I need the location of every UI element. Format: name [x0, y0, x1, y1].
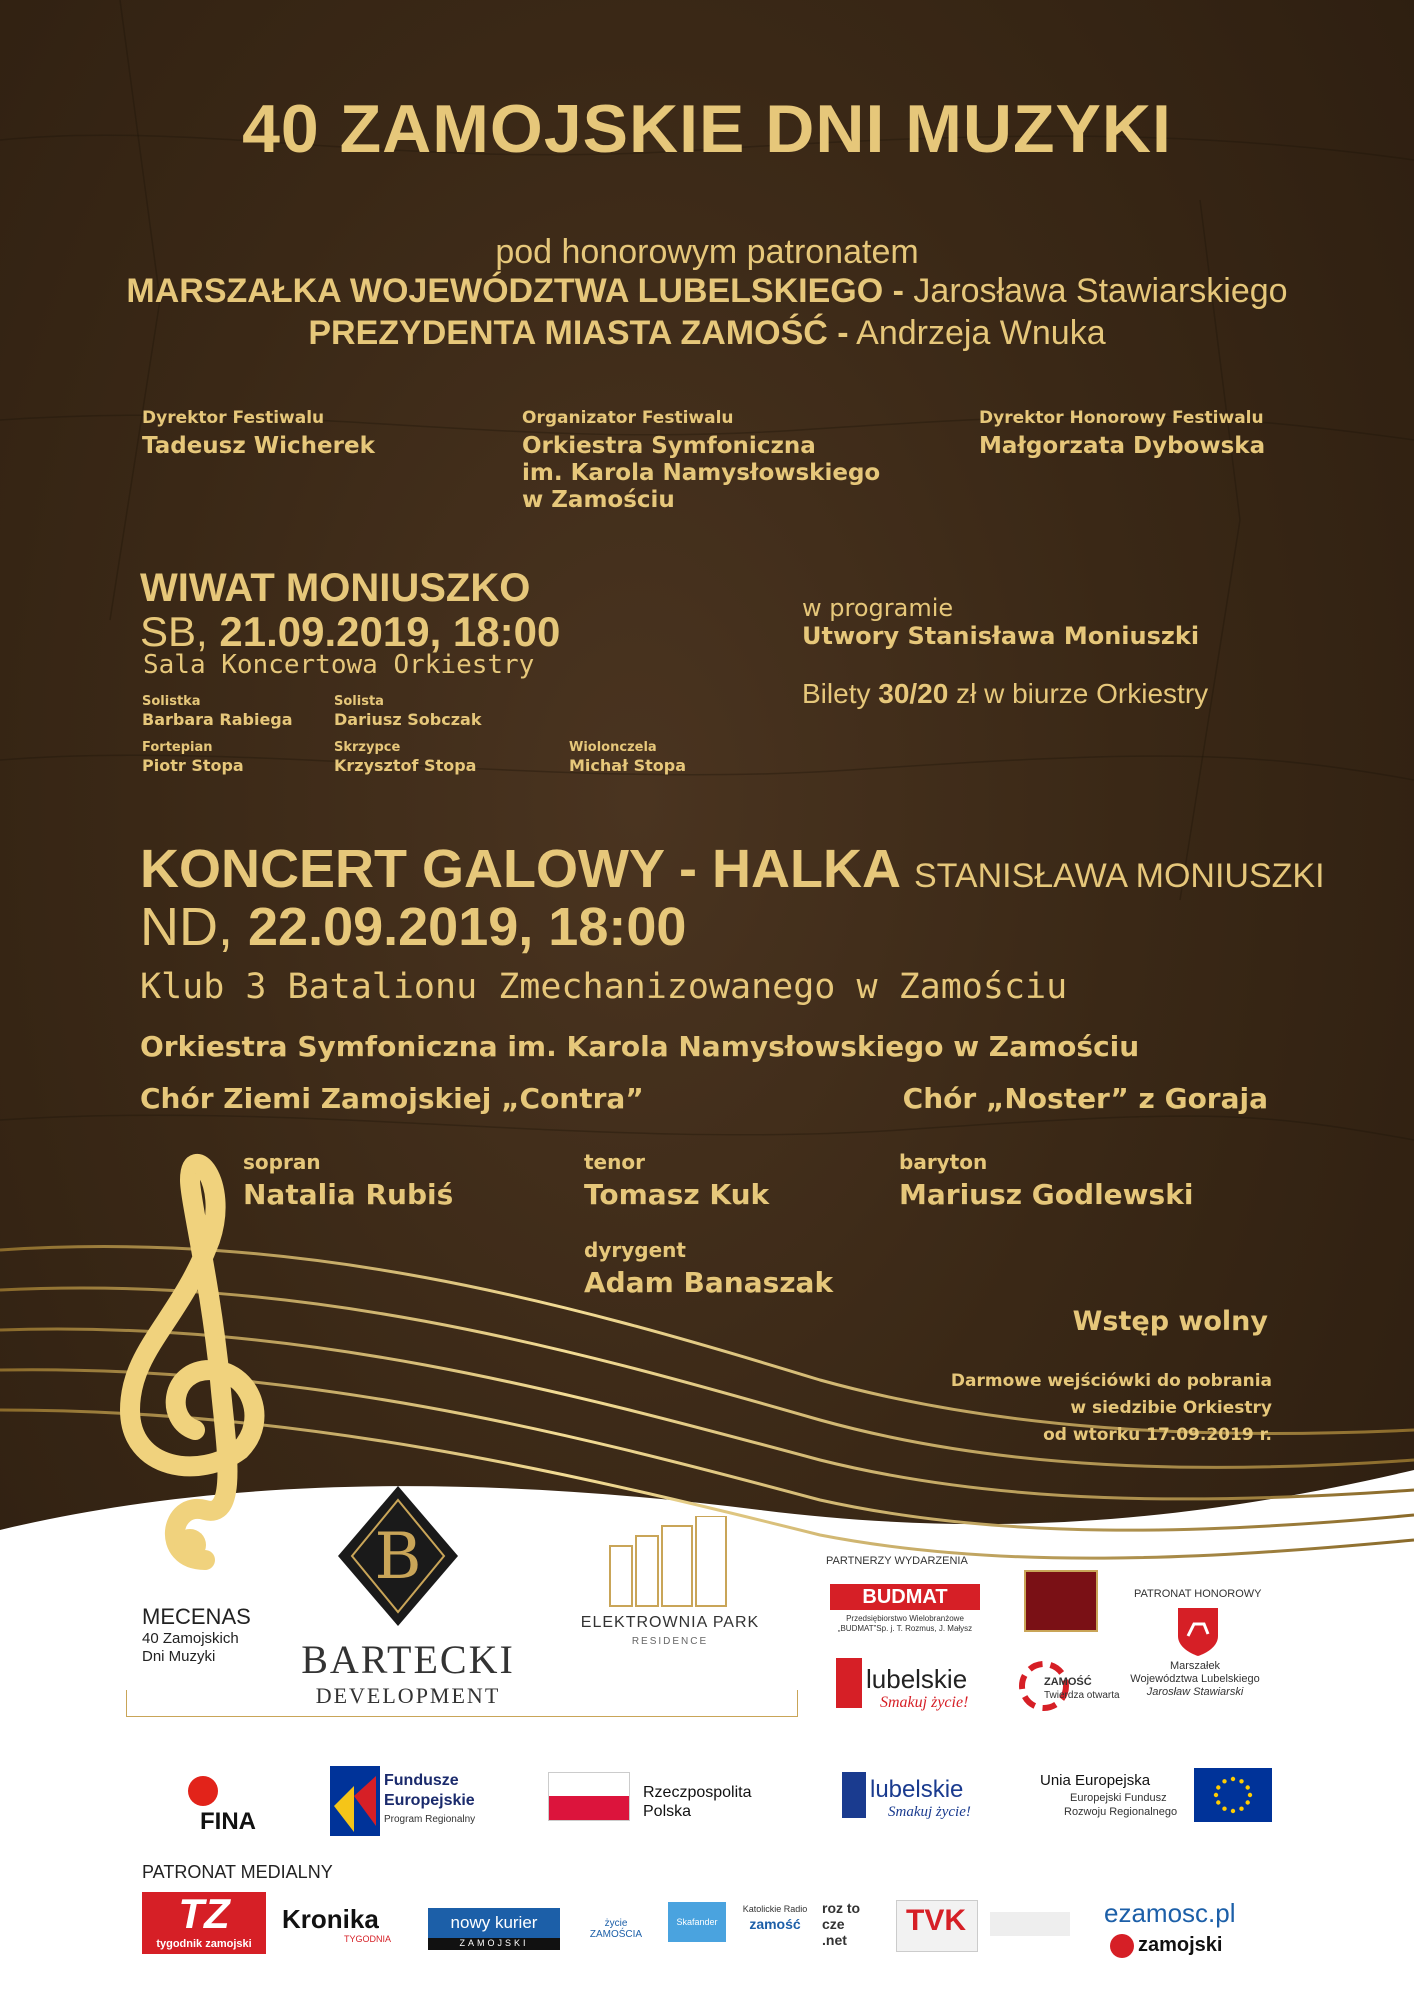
patron-marshal [0, 272, 1414, 311]
kurier-line1: nowy kurier [450, 1913, 538, 1932]
event2-title [140, 838, 1325, 900]
budmat-logo: BUDMAT [830, 1584, 980, 1610]
polish-flag-white [548, 1772, 630, 1797]
bartecki-name: BARTECKI [301, 1637, 515, 1682]
kronika-logo: Kronika [282, 1904, 379, 1934]
free-tickets-line: w siedzibie Orkiestry [1070, 1398, 1272, 1418]
soloist-name: Tomasz Kuk [584, 1178, 770, 1211]
elektrownia-name: ELEKTROWNIA PARK [580, 1614, 760, 1631]
patron-marshal-title: MARSZAŁKA WOJEWÓDZTWA LUBELSKIEGO - [126, 272, 904, 310]
marszalek-line3: Jarosław Stawiarski [1146, 1686, 1244, 1698]
performer-name: Piotr Stopa [142, 756, 244, 775]
ue-line3: Rozwoju Regionalnego [1064, 1806, 1178, 1818]
katolickie-radio: Katolickie Radio [742, 1904, 808, 1914]
performer-role: Wiolonczela [569, 740, 657, 755]
lubelskie-l-icon [836, 1658, 862, 1708]
conductor-name: Adam Banaszak [584, 1266, 834, 1299]
performer-role: Solista [334, 694, 384, 709]
fundusze-europejskie-icon [330, 1766, 380, 1836]
lubelskie2-slogan: Smakuj życie! [888, 1804, 971, 1820]
ezamosc-logo: ezamosc.pl [1104, 1898, 1236, 1928]
zamosc-slogan: Twierdza otwarta [1044, 1690, 1120, 1701]
free-entry: Wstęp wolny [1072, 1306, 1268, 1337]
choir-noster: Chór „Noster” z Goraja [902, 1082, 1268, 1115]
festival-title: 40 ZAMOJSKIE DNI MUZYKI [242, 91, 1172, 167]
fe-line3: Program Regionalny [384, 1814, 476, 1825]
tickets-info [802, 678, 1208, 710]
tvk-logo: TVK [906, 1904, 966, 1937]
director-label: Dyrektor Festiwalu [142, 408, 325, 428]
patron-president [0, 314, 1414, 353]
performer-name: Michał Stopa [569, 756, 686, 775]
orchestra-logo-icon [1024, 1570, 1098, 1632]
fe-line2: Europejskie [384, 1792, 475, 1809]
kurier-line2: ZAMOJSKI [459, 1938, 529, 1948]
marszalek-line2: Województwa Lubelskiego [1130, 1673, 1260, 1685]
radio-zamosc: zamość [749, 1916, 801, 1932]
patron-president-name: Andrzeja Wnuka [856, 314, 1106, 352]
soloist-name: Mariusz Godlewski [899, 1178, 1194, 1211]
lubelskie-logo: lubelskie [866, 1664, 968, 1694]
polish-flag-red [548, 1796, 630, 1821]
free-tickets-line: od wtorku 17.09.2019 r. [1043, 1425, 1272, 1445]
event2-title-main: KONCERT GALOWY - HALKA [140, 839, 899, 899]
lubelskie2-logo: lubelskie [870, 1776, 964, 1803]
patron-president-title: PREZYDENTA MIASTA ZAMOŚĆ - [308, 314, 849, 352]
event2-date [140, 896, 686, 958]
director-name: Tadeusz Wicherek [142, 433, 375, 459]
tz-logo: TZ [178, 1890, 230, 1937]
fina-play-icon [188, 1776, 218, 1806]
performer-role: Fortepian [142, 740, 213, 755]
zamojski-logo: zamojski [1138, 1934, 1223, 1956]
skafander-logo: Skafander [668, 1902, 726, 1942]
zycie-logo: życie ZAMOŚCIA [589, 1918, 643, 1940]
organizer-line3: w Zamościu [522, 487, 675, 513]
event1-day: SB, [140, 608, 208, 655]
program-text: Utwory Stanisława Moniuszki [802, 622, 1200, 650]
soloist-role: tenor [584, 1150, 645, 1174]
svg-text:B: B [374, 1520, 422, 1594]
performer-name: Dariusz Sobczak [334, 710, 482, 729]
portal-icon [1110, 1934, 1134, 1958]
program-label: w programie [802, 594, 954, 622]
performer-name: Krzysztof Stopa [334, 756, 477, 775]
fe-line1: Fundusze [384, 1772, 459, 1789]
soloist-role: baryton [899, 1150, 988, 1174]
budmat-desc2: „BUDMAT”Sp. j. T. Rozmus, J. Małysz [837, 1624, 973, 1633]
mecenas-title: MECENAS [142, 1604, 251, 1629]
tickets-price: 30/20 [878, 678, 949, 709]
ue-line2: Europejski Fundusz [1070, 1792, 1167, 1804]
event1-title: WIWAT MONIUSZKO [140, 566, 531, 610]
honor-patron-label: PATRONAT HONOROWY [1134, 1588, 1262, 1600]
lubelskie2-l-icon [842, 1772, 866, 1818]
honorary-director-label: Dyrektor Honorowy Festiwalu [979, 408, 1264, 428]
event2-venue: Klub 3 Batalionu Zmechanizowanego w Zamościu [140, 967, 1068, 1007]
zamosc-name: ZAMOŚĆ [1044, 1676, 1092, 1688]
free-tickets-line: Darmowe wejściówki do pobrania [950, 1371, 1272, 1391]
marszalek-line1: Marszałek [1169, 1660, 1221, 1672]
coat-of-arms-icon [1176, 1606, 1220, 1658]
ue-line1: Unia Europejska [1040, 1772, 1151, 1789]
rp-line2: Polska [643, 1803, 692, 1820]
elektrownia-logo-icon [600, 1516, 740, 1608]
tickets-suffix: zł w biurze Orkiestry [956, 678, 1209, 709]
conductor-label: dyrygent [584, 1238, 686, 1262]
fina-logo: FINA [200, 1808, 256, 1835]
free-tickets-info [951, 1368, 1272, 1449]
eu-flag-icon [1194, 1768, 1272, 1822]
honorary-director-name: Małgorzata Dybowska [979, 433, 1266, 459]
event2-day: ND, [140, 897, 233, 957]
bartecki-logo-icon [338, 1486, 458, 1626]
partners-label: PARTNERZY WYDARZENIA [826, 1555, 968, 1567]
mecenas-line1: 40 Zamojskich [142, 1630, 239, 1647]
tz-sub: tygodnik zamojski [156, 1938, 252, 1950]
zamosc-online-logo [990, 1912, 1070, 1936]
rp-line1: Rzeczpospolita [643, 1784, 752, 1801]
tickets-prefix: Bilety [802, 678, 871, 709]
soloist-role: sopran [243, 1150, 321, 1174]
event2-orchestra: Orkiestra Symfoniczna im. Karola Namysłowskiego w Zamościu [140, 1030, 1140, 1063]
sponsor-frame [126, 1690, 798, 1717]
kronika-sub: TYGODNIA [344, 1934, 392, 1944]
elektrownia-sub: RESIDENCE [631, 1636, 709, 1647]
organizer-label: Organizator Festiwalu [522, 408, 734, 428]
performer-name: Barbara Rabiega [142, 710, 293, 729]
performer-role: Solistka [142, 694, 201, 709]
patronage-intro: pod honorowym patronatem [495, 233, 919, 271]
organizer-line2: im. Karola Namysłowskiego [522, 460, 881, 486]
performer-role: Skrzypce [334, 740, 401, 755]
bartecki-sub: DEVELOPMENT [315, 1683, 501, 1708]
choir-contra: Chór Ziemi Zamojskiej „Contra” [140, 1082, 644, 1115]
event2-datetime: 22.09.2019, 18:00 [248, 897, 687, 957]
event1-datetime: 21.09.2019, 18:00 [219, 608, 561, 655]
soloist-name: Natalia Rubiś [243, 1178, 454, 1211]
organizer-line1: Orkiestra Symfoniczna [522, 433, 816, 459]
patron-marshal-name: Jarosława Stawiarskiego [913, 272, 1288, 310]
mecenas-line2: Dni Muzyki [142, 1648, 216, 1665]
media-patron-label: PATRONAT MEDIALNY [142, 1862, 333, 1882]
event2-subtitle: STANISŁAWA MONIUSZKI [913, 857, 1325, 895]
event1-date [140, 608, 560, 656]
event1-venue: Sala Koncertowa Orkiestry [143, 650, 535, 680]
lubelskie-slogan: Smakuj życie! [880, 1694, 969, 1711]
roztocze-logo: roz to cze .net [822, 1900, 861, 1948]
budmat-desc1: Przedsiębiorstwo Wielobranżowe [846, 1614, 964, 1623]
